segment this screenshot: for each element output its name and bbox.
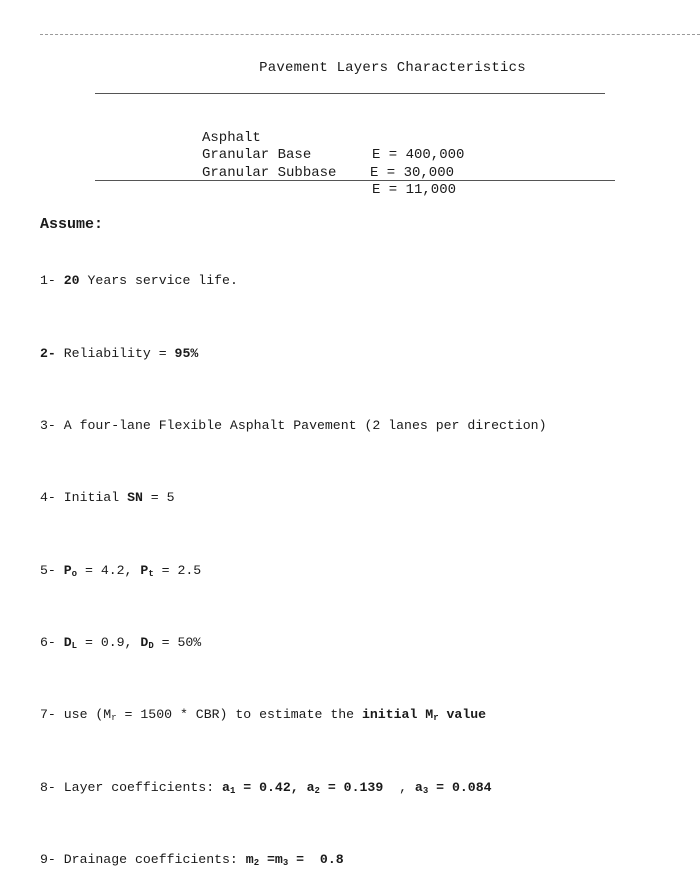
item-number: 5-: [40, 562, 56, 578]
item-subscript: 2: [253, 858, 260, 869]
item-subscript: o: [71, 568, 78, 579]
item-symbol: m: [274, 852, 283, 868]
table-title: Pavement Layers Characteristics: [259, 60, 526, 76]
layer-name: Granular Subbase: [202, 164, 337, 181]
item-symbol: D: [140, 635, 149, 651]
list-item-1: [40, 272, 546, 290]
item-text: Drainage coefficients:: [55, 852, 246, 868]
top-dashed-divider: [40, 34, 700, 35]
list-item-9: [40, 851, 546, 869]
item-number: 3-: [40, 417, 56, 433]
list-item-8: [40, 779, 546, 797]
item-value: 95%: [174, 345, 199, 361]
item-number: 7-: [40, 707, 56, 723]
item-subscript: 2: [314, 785, 320, 796]
item-symbol: m: [245, 852, 254, 868]
item-number: 6-: [40, 635, 56, 651]
layer-name: Asphalt: [202, 129, 261, 146]
item-subscript: 1: [229, 785, 236, 796]
list-item-4: [40, 489, 546, 507]
item-number: 2-: [40, 345, 56, 361]
item-symbol: D: [63, 635, 72, 651]
assumptions-list: [40, 236, 546, 887]
item-text: Years service life.: [79, 273, 238, 289]
item-symbol: P: [140, 562, 149, 578]
item-subscript: t: [148, 568, 154, 579]
layers-table: [202, 112, 465, 198]
layer-modulus: E = 30,000: [370, 164, 455, 181]
item-subscript: L: [71, 641, 78, 652]
item-text: = 50%: [153, 635, 202, 651]
item-subscript: 3: [422, 785, 429, 796]
list-item-5: [40, 562, 546, 580]
item-symbol: a: [306, 779, 315, 795]
item-number: 9-: [40, 852, 56, 868]
item-number: 4-: [40, 490, 56, 506]
item-symbol: a: [222, 779, 230, 795]
item-text: = 4.2,: [77, 562, 141, 578]
table-bottom-rule: [95, 180, 615, 181]
item-text: Initial: [55, 490, 128, 506]
item-value: = 0.139: [319, 779, 392, 795]
list-item-6: [40, 634, 546, 652]
assume-heading: Assume:: [40, 216, 104, 233]
layer-modulus: E = 400,000: [372, 147, 465, 163]
item-value: 20: [63, 273, 80, 289]
item-text: =: [259, 852, 275, 868]
list-item-2: [40, 345, 546, 363]
item-value: = 0.8: [288, 852, 344, 868]
list-item-3: [40, 417, 546, 435]
item-text: = 0.9,: [77, 635, 141, 651]
item-subscript: 3: [282, 858, 289, 869]
item-text: ,: [391, 779, 415, 795]
item-subscript: r: [433, 713, 439, 724]
item-number: 1-: [40, 273, 56, 289]
item-text: Layer coefficients:: [55, 779, 223, 795]
item-text: Reliability =: [55, 345, 175, 361]
item-symbol: a: [414, 779, 423, 795]
item-text: = 1500 * CBR) to estimate the: [116, 707, 362, 723]
item-number: 8-: [40, 779, 56, 795]
layer-name: Granular Base: [202, 147, 312, 163]
item-symbol: P: [63, 562, 72, 578]
layer-modulus: E = 11,000: [372, 182, 457, 198]
item-text: use (M: [55, 707, 112, 723]
item-subscript: r: [111, 713, 117, 724]
item-emphasis: value: [438, 707, 487, 723]
item-value: = 0.084: [428, 779, 492, 795]
table-top-rule: [95, 93, 605, 94]
item-subscript: D: [148, 641, 154, 652]
item-emphasis: initial M: [361, 707, 434, 723]
item-text: A four-lane Flexible Asphalt Pavement (2 lanes per direction): [55, 417, 547, 433]
item-text: = 2.5: [153, 562, 202, 578]
item-symbol: SN: [127, 490, 143, 506]
item-value: = 0.42,: [235, 779, 307, 795]
item-text: = 5: [142, 490, 175, 506]
list-item-7: [40, 706, 546, 724]
